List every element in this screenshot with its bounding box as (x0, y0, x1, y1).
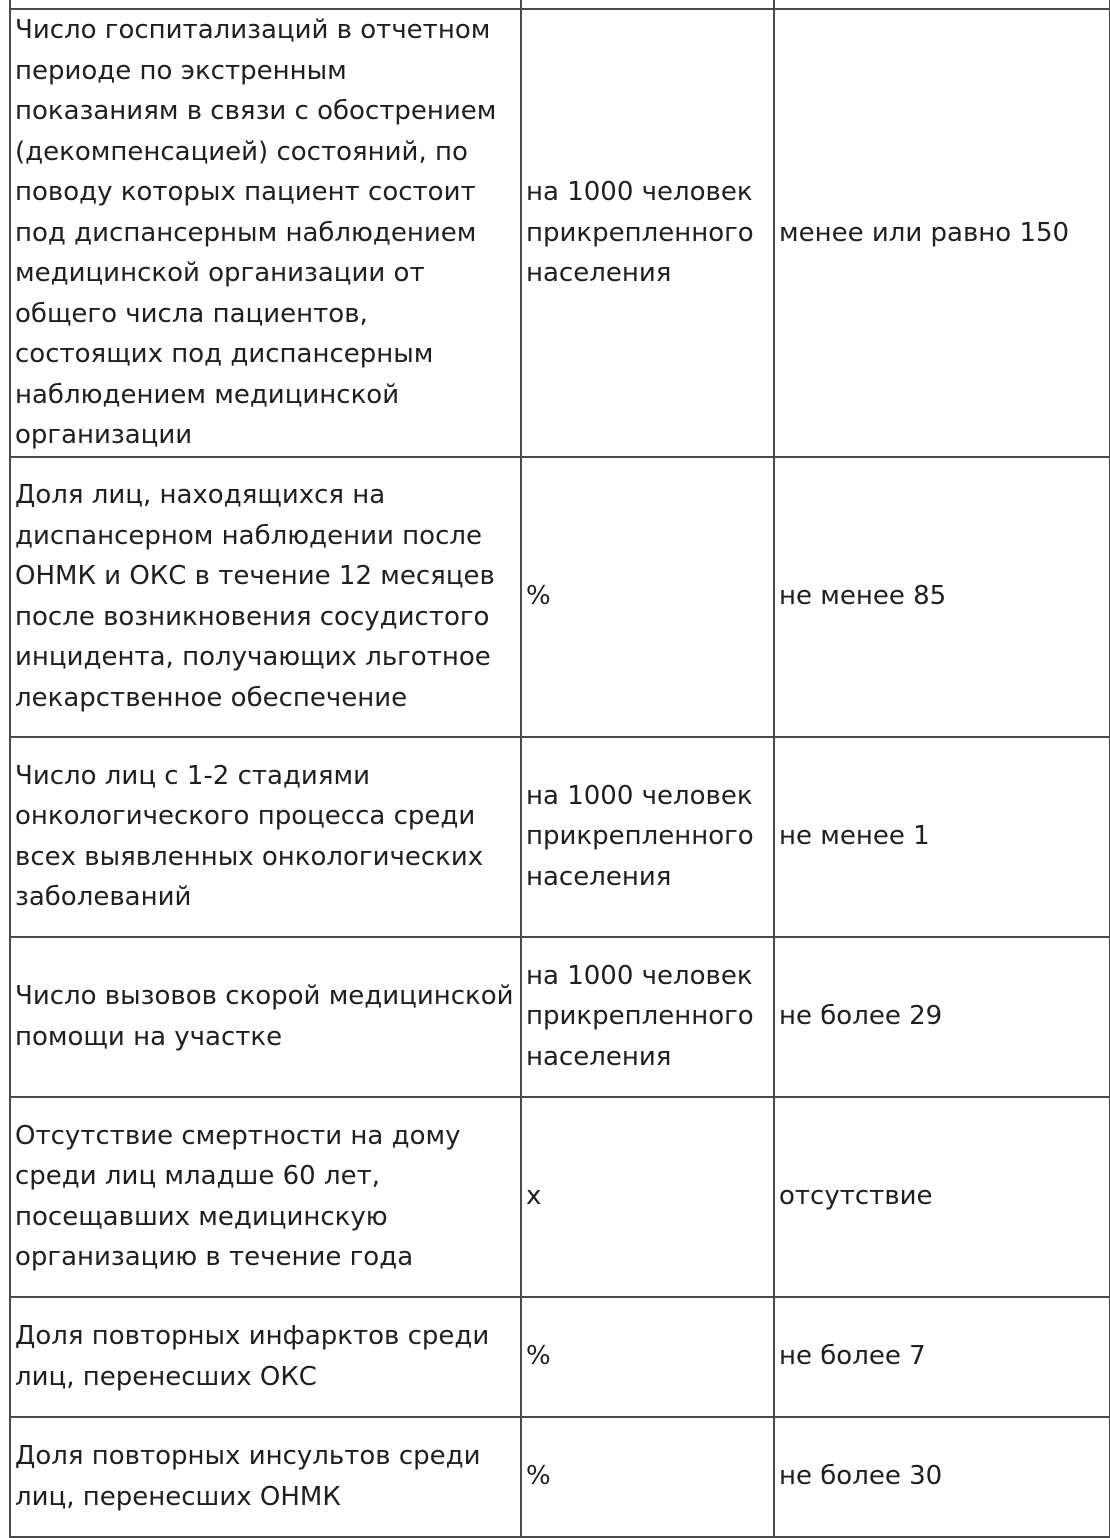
target-cell: не более 30 (774, 1417, 1110, 1537)
unit-cell: на 1000 человек прикрепленного населения (521, 9, 774, 457)
unit-cell: % (521, 1297, 774, 1417)
indicator-cell (10, 0, 521, 9)
target-cell: отсутствие (774, 1097, 1110, 1297)
unit-cell: x (521, 1097, 774, 1297)
table-row (10, 1097, 1110, 1297)
table-row (10, 457, 1110, 737)
table-row (10, 937, 1110, 1097)
unit-cell: на 1000 человек прикрепленного населения (521, 937, 774, 1097)
unit-cell (521, 0, 774, 9)
criteria-table-body (10, 0, 1110, 1537)
table-row-partial (10, 0, 1110, 9)
table-row (10, 1417, 1110, 1537)
target-cell (774, 0, 1110, 9)
indicator-cell: Доля повторных инсультов среди лиц, перенесших ОНМК (10, 1417, 521, 1537)
indicator-cell: Доля лиц, находящихся на диспансерном наблюдении после ОНМК и ОКС в течение 12 месяцев после возникновения сосудистого инцидента, получающих льготное лекарственное обеспечение (10, 457, 521, 737)
table-row (10, 9, 1110, 457)
table-row (10, 1297, 1110, 1417)
target-cell: не менее 85 (774, 457, 1110, 737)
target-cell: не более 29 (774, 937, 1110, 1097)
unit-cell: % (521, 1417, 774, 1537)
unit-cell: % (521, 457, 774, 737)
indicator-cell: Доля повторных инфарктов среди лиц, перенесших ОКС (10, 1297, 521, 1417)
indicator-cell: Число госпитализаций в отчетном периоде по экстренным показаниям в связи с обострением (декомпенсацией) состояний, по поводу которых пациент состоит под диспансерным наблюдением медицинской организации от общего числа пациентов, состоящих под диспансерным наблюдением медицинской организации (10, 9, 521, 457)
unit-cell: на 1000 человек прикрепленного населения (521, 737, 774, 937)
target-cell: не менее 1 (774, 737, 1110, 937)
table-row (10, 737, 1110, 937)
indicator-cell: Число лиц с 1-2 стадиями онкологического процесса среди всех выявленных онкологических заболеваний (10, 737, 521, 937)
indicator-cell: Число вызовов скорой медицинской помощи на участке (10, 937, 521, 1097)
target-cell: менее или равно 150 (774, 9, 1110, 457)
indicator-cell: Отсутствие смертности на дому среди лиц младше 60 лет, посещавших медицинскую организацию в течение года (10, 1097, 521, 1297)
target-cell: не более 7 (774, 1297, 1110, 1417)
criteria-table (9, 0, 1110, 1538)
